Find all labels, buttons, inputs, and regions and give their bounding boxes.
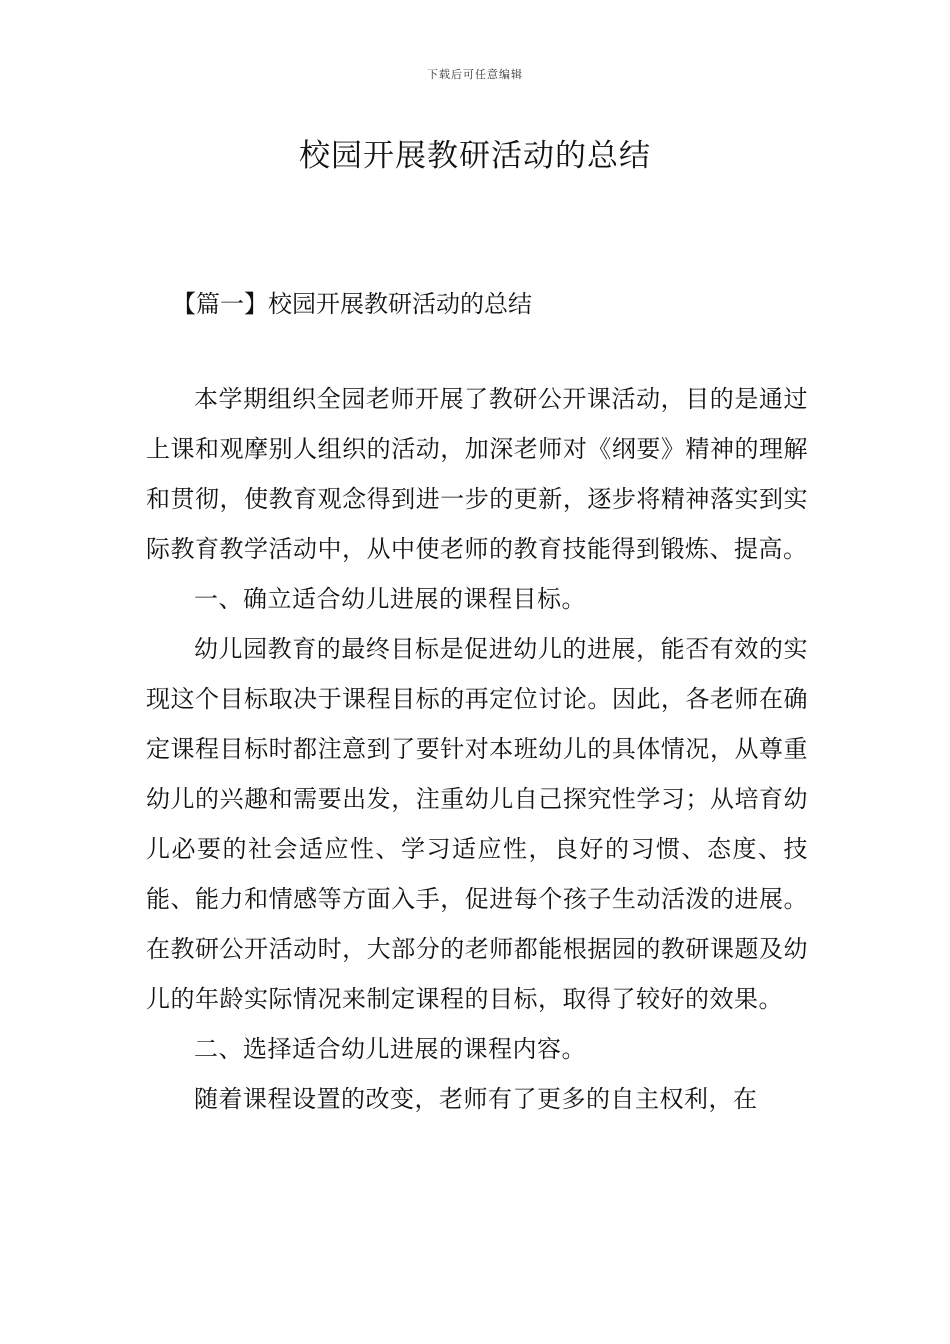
paragraph: 本学期组织全园老师开展了教研公开课活动，目的是通过上课和观摩别人组织的活动，加深老师对《纲要》精神的理解和贯彻，使教育观念得到进一步的更新，逐步将精神落实到实际教育教学活动中，从中使老师的教育技能得到锻炼、提高。 — [146, 385, 808, 563]
section-heading: 【篇一】校园开展教研活动的总结 — [172, 290, 532, 318]
paragraph: 随着课程设置的改变，老师有了更多的自主权利，在 — [194, 1085, 758, 1113]
paragraph: 幼儿园教育的最终目标是促进幼儿的进展，能否有效的实现这个目标取决于课程目标的再定位讨论。因此，各老师在确定课程目标时都注意到了要针对本班幼儿的具体情况，从尊重幼儿的兴趣和需要出发，注重幼儿自己探究性学习；从培育幼儿必要的社会适应性、学习适应性，良好的习惯、态度、技能、能力和情感等方面入手，促进每个孩子生动活泼的进展。在教研公开活动时，大部分的老师都能根据园的教研课题及幼儿的年龄实际情况来制定课程的目标，取得了较好的效果。 — [146, 635, 808, 1013]
paragraph: 二、选择适合幼儿进展的课程内容。 — [194, 1035, 586, 1063]
header-note: 下载后可任意编辑 — [427, 68, 523, 81]
body-text — [146, 374, 808, 1124]
document-title: 校园开展教研活动的总结 — [299, 138, 651, 174]
paragraph: 一、确立适合幼儿进展的课程目标。 — [194, 585, 586, 613]
